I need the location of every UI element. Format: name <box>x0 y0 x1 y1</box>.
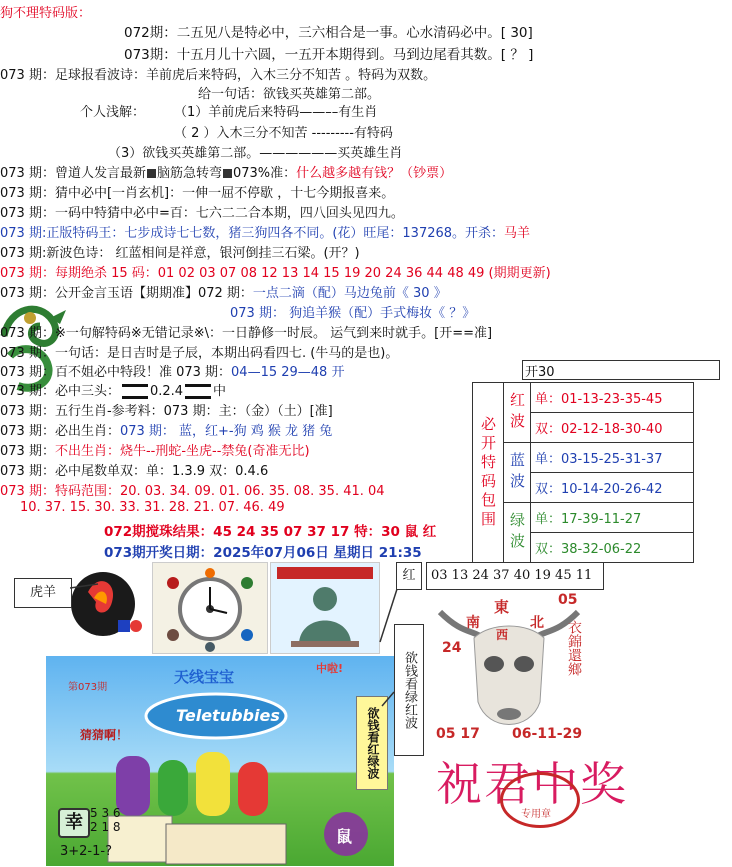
three-heads-values: 0.2.4 <box>149 384 184 399</box>
stamp-label: 专用章 <box>521 809 551 820</box>
money-box <box>394 624 424 756</box>
line-dog-chase: 073 期： 狗追羊猴（配）手式梅妆《 ？》 <box>230 306 476 321</box>
table-row <box>473 443 694 473</box>
bars-glyph-icon <box>122 384 148 399</box>
three-heads-hit: 中 <box>213 384 227 399</box>
skull-bottom-right: 06-11-29 <box>512 726 583 742</box>
interp-1: （1）羊前虎后来特码——––有生肖 <box>174 105 378 120</box>
line-tail-numbers: 073 期：必中尾数单双：单：1.3.9 双：0.4.6 <box>0 464 269 479</box>
line-riddle: 073 期：猜中必中[一肖玄机]：一伸一屈不停歇 ，十七今期报喜来。 <box>0 186 395 201</box>
red-wave-label: 红波 <box>504 383 531 443</box>
line-range: 073 期：特码范围：20. 03. 34. 09. 01. 06. 35. 08. 35. 41. 04 <box>0 484 385 499</box>
wave-number-table <box>472 382 694 563</box>
blue-odd: 单：03-15-25-31-37 <box>531 443 694 473</box>
teletubbies-en: Teletubbies <box>176 706 280 725</box>
brain-teaser-mid: 脑筋急转弯 <box>156 166 222 181</box>
red-box <box>396 562 422 590</box>
personal-interp-label: 个人浅解： <box>80 105 146 120</box>
segment-values: 04—15 29—48 开 <box>231 365 345 380</box>
interp-2: （ 2 ）入木三分不知苦 ---------有特码 <box>174 126 393 141</box>
genuine-king-text: 073 期:正版特码王：七步成诗七七数，猪三狗四各不同。(花）旺尾：137268。开杀： <box>0 226 505 241</box>
three-heads-prefix: 073 期：必中三头： <box>0 384 120 399</box>
skull-05: 05 <box>558 592 578 608</box>
skull-24: 24 <box>442 640 462 656</box>
line-must-zodiac <box>0 420 332 439</box>
line-one-sentence-solve: 073 期：※一句解特码※无错记录※\：一日静修一时辰。 运气到来时就手。[开==准] <box>0 326 493 341</box>
tiger-sheep-box <box>14 578 72 608</box>
tiger-sheep-label: 虎羊 <box>29 585 56 600</box>
line-073-moon: 073期：十五月儿十六圆，一五开本期得到。马到边尾看其数。[ ？ ] <box>124 47 534 63</box>
genuine-king-kill: 马羊 <box>504 226 531 241</box>
congrats-text: 祝君中奖 <box>436 757 628 811</box>
arrow-icon <box>70 580 100 596</box>
red-box-label: 红 <box>402 568 416 583</box>
brain-teaser-question: 什么越多越有钱？（钞票） <box>296 166 453 181</box>
square-glyph-icon <box>147 169 156 178</box>
green-even: 双：38-32-06-22 <box>531 533 694 563</box>
line-three-heads <box>0 380 226 399</box>
line-wave-poem: 073 期:新波色诗： 红蓝相间是祥意，银河倒挂三石梁。(开？) <box>0 246 360 261</box>
blue-wave-label: 蓝波 <box>504 443 531 503</box>
must-zodiac-prefix: 073 期：必出生肖： <box>0 424 120 439</box>
draw-result: 072期搅珠结果：45 24 35 07 37 17 特：30 鼠 红 <box>104 524 437 540</box>
stamp-icon <box>500 772 580 828</box>
line-one-code: 073 期：一码中特猜中必中=百：七六二二合本期，四八回头见四九。 <box>0 206 404 221</box>
line-genuine-king <box>0 222 530 241</box>
bars-glyph-icon <box>185 384 211 399</box>
green-wave-label: 绿波 <box>504 503 531 563</box>
table-row <box>473 383 694 413</box>
segment-prefix: 073 期：百不姐必中特段！准 073 期： <box>0 365 232 380</box>
brain-teaser-prefix: 073 期：曾道人发言最新 <box>0 166 146 181</box>
bottom-right-char: 鼠 <box>336 827 353 846</box>
teletubbies-panel <box>46 656 394 866</box>
line-one-sentence: 给一句话：欲钱买英雄第二部。 <box>198 87 381 102</box>
line-no-zodiac <box>0 440 310 459</box>
no-zodiac-values: 不出生肖：烧牛--刑蛇-坐虎--禁兔(奇准无比) <box>54 444 310 459</box>
skull-image <box>430 592 588 742</box>
line-kill-15: 073 期：每期绝杀 15 码：01 02 03 07 08 12 13 14 15 19 20 24 36 44 48 49 (期期更新) <box>0 266 551 281</box>
skull-west: 西 <box>496 628 509 642</box>
guess-label: 猜猜啊！ <box>80 728 129 742</box>
draw-date: 073期开奖日期：2025年07月06日 星期日 21:35 <box>104 545 422 561</box>
bottom-left-nums: 5 3 6 2 1 8 <box>90 806 121 834</box>
skull-side: 衣錦還鄉 <box>566 620 582 676</box>
brain-teaser-rate: 073%准： <box>232 166 297 181</box>
green-odd: 单：17-39-11-27 <box>531 503 694 533</box>
no-zodiac-prefix: 073 期： <box>0 444 55 459</box>
interp-3: （3）欲钱买英雄第二部。——————买英雄生肖 <box>108 146 403 161</box>
skull-south: 南 <box>466 615 480 631</box>
page-title: 狗不理特码版： <box>0 6 92 21</box>
money-box-label: 欲钱看绿红波 <box>402 651 417 729</box>
line-auspicious-time: 073 期：一句话：是日吉时是子辰，本期出码看四七. (牛马的是也)。 <box>0 346 399 361</box>
skull-bottom-left: 05 17 <box>436 726 480 742</box>
teletubbies-title: 天线宝宝 <box>174 668 235 686</box>
blue-even: 双：10-14-20-26-42 <box>531 473 694 503</box>
arrow-icon <box>380 690 396 710</box>
table-row <box>473 503 694 533</box>
money-box-yellow: 欲钱看红绿波 <box>356 696 388 790</box>
red-even: 双：02-12-18-30-40 <box>531 413 694 443</box>
line-brain-teaser <box>0 162 452 181</box>
golden-words-prefix: 073 期：公开金言玉语【期期准】072 期： <box>0 286 253 301</box>
open-30-box <box>522 360 720 380</box>
skull-east: 東 <box>494 598 510 616</box>
must-zodiac-values: 073 期： 蓝，红+-狗 鸡 猴 龙 猪 兔 <box>119 424 333 439</box>
numbers-box-values: 03 13 24 37 40 19 45 11 <box>431 568 593 583</box>
open-30-label: 开30 <box>525 365 555 380</box>
bottom-formula: 3+2-1-? <box>60 844 112 859</box>
square-glyph-icon <box>223 169 232 178</box>
must-open-label: 必开特码包围 <box>473 383 504 563</box>
line-segment <box>0 361 344 380</box>
golden-words-hint: 一点二滴（配）马边兔前《 30 》 <box>252 286 447 301</box>
zhongla-badge: 中啦! <box>316 662 344 675</box>
line-range-cont: 10. 37. 15. 30. 33. 31. 28. 21. 07. 46. 49 <box>20 500 285 515</box>
bottom-left-char: 幸 <box>58 808 90 838</box>
line-five-elements: 073 期：五行生肖-参考料：073 期：主：（金）（土）[准] <box>0 404 333 419</box>
zodiac-clock-image <box>152 562 268 654</box>
line-football-poem: 073 期：足球报看波诗：羊前虎后来特码，入木三分不知苦 。特码为双数。 <box>0 68 437 83</box>
issue-tag: 第073期 <box>68 682 108 693</box>
line-072-hint: 072期：二五见八是特必中，三六相合是一事。心水清码必中。[ 30] <box>124 25 533 41</box>
skull-north: 北 <box>530 615 544 631</box>
buddha-image <box>270 562 380 654</box>
numbers-box <box>426 562 604 590</box>
red-odd: 单：01-13-23-35-45 <box>531 383 694 413</box>
